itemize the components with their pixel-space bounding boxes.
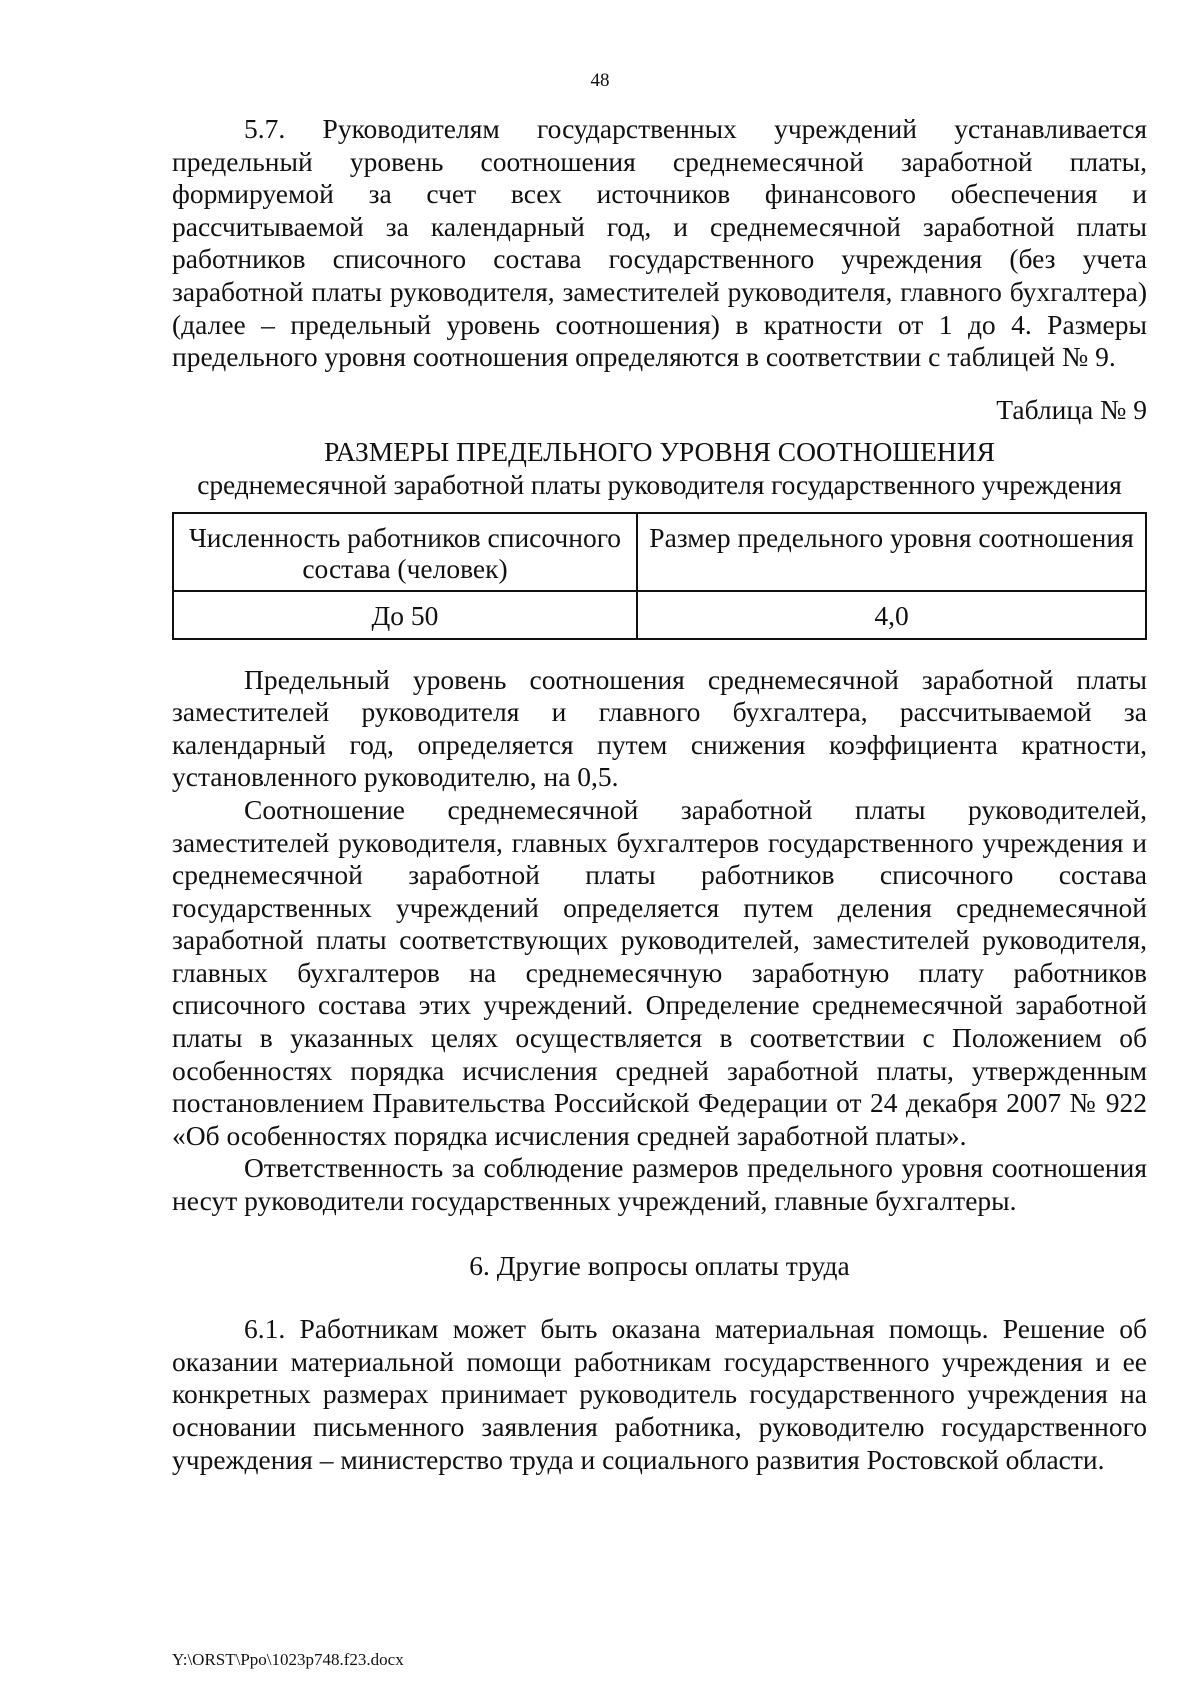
ratio-table xyxy=(172,512,1147,640)
table-row xyxy=(173,591,1146,639)
table-cell-ratio: 4,0 xyxy=(637,591,1146,639)
table-title: РАЗМЕРЫ ПРЕДЕЛЬНОГО УРОВНЯ СООТНОШЕНИЯ xyxy=(324,436,995,468)
table-cell-employees: До 50 xyxy=(173,591,637,639)
paragraph-responsibility: Ответственность за соблюдение размеров предельного уровня соотношения несут руководители государственных учреждений, главные бухгалтеры. xyxy=(172,1152,1147,1217)
paragraph-deputy-ratio: Предельный уровень соотношения среднемесячной заработной платы заместителей руководителя и главного бухгалтера, рассчитываемой за календарный год, определяется путем снижения коэффициента кратности, установленного руководителю, на 0,5. xyxy=(172,663,1147,793)
paragraph-5-7: 5.7. Руководителям государственных учреждений устанавливается предельный уровень соотношения среднемесячной заработной платы, формируемой за счет всех источников финансового обеспечения и рассчитываемой за календарный год, и среднемесячной заработной платы работников списочного состава государственного учреждения (без учета заработной платы руководителя, заместителей руководителя, главного бухгалтера) (далее – предельный уровень соотношения) в кратности от 1 до 4. Размеры предельного уровня соотношения определяются в соответствии с таблицей № 9. xyxy=(172,113,1147,373)
table-header-ratio: Размер предельного уровня соотношения xyxy=(637,513,1146,591)
table-header-row xyxy=(173,513,1146,591)
table-header-employees: Численность работников списочного состава (человек) xyxy=(173,513,637,591)
paragraph-ratio-calculation: Соотношение среднемесячной заработной платы руководителей, заместителей руководителя, главных бухгалтеров государственного учреждения и среднемесячной заработной платы работников списочного состава государственных учреждений определяется путем деления среднемесячной заработной платы соответствующих руководителей, заместителей руководителя, главных бухгалтеров на среднемесячную заработную плату работников списочного состава этих учреждений. Определение среднемесячной заработной платы в указанных целях осуществляется в соответствии с Положением об особенностях порядка исчисления средней заработной платы, утвержденным постановлением Правительства Российской Федерации от 24 декабря 2007 № 922 «Об особенностях порядка исчисления средней заработной платы». xyxy=(172,793,1147,1151)
table-label: Таблица № 9 xyxy=(996,393,1147,425)
page-number: 48 xyxy=(590,70,610,91)
section-6-heading: 6. Другие вопросы оплаты труда xyxy=(469,1249,850,1281)
footer-file-path: Y:\ORST\Ppo\1023p748.f23.docx xyxy=(172,1650,404,1669)
document-body xyxy=(172,113,1147,1476)
table-subtitle: среднемесячной заработной платы руководителя государственного учреждения xyxy=(197,468,1122,500)
paragraph-6-1: 6.1. Работникам может быть оказана материальная помощь. Решение об оказании материальной помощи работникам государственного учреждения и ее конкретных размерах принимает руководитель государственного учреждения на основании письменного заявления работника, руководителю государственного учреждения – министерство труда и социального развития Ростовской области. xyxy=(172,1313,1147,1475)
